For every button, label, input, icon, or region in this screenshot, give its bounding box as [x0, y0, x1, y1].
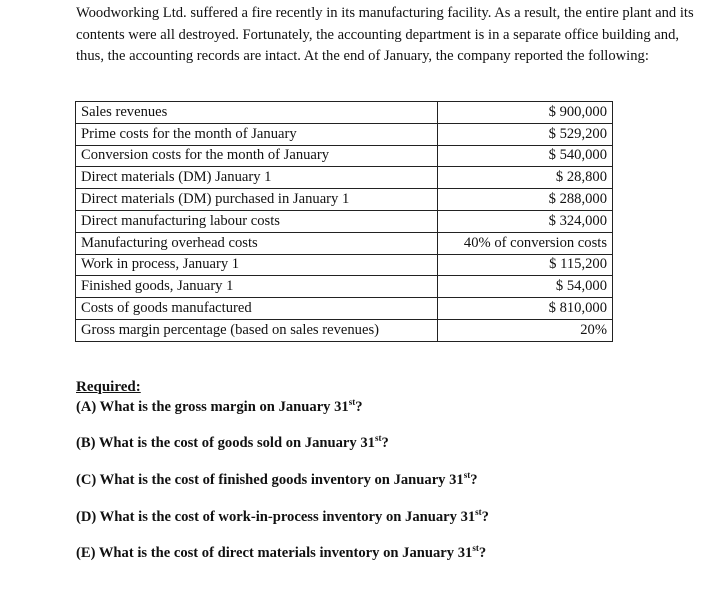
table-row	[76, 232, 613, 254]
row-value: $ 324,000	[438, 210, 613, 232]
table-row	[76, 254, 613, 276]
row-label: Direct materials (DM) purchased in January 1	[76, 189, 438, 211]
table-row	[76, 210, 613, 232]
question-mark: ?	[470, 472, 478, 488]
row-label: Conversion costs for the month of January	[76, 145, 438, 167]
question-e	[76, 544, 486, 562]
question-text: (B) What is the cost of goods sold on January 31	[76, 435, 375, 451]
table-row	[76, 276, 613, 298]
row-value: $ 28,800	[438, 167, 613, 189]
question-mark: ?	[481, 509, 489, 525]
row-value: $ 54,000	[438, 276, 613, 298]
question-ordinal: st	[348, 397, 356, 408]
row-label: Manufacturing overhead costs	[76, 232, 438, 254]
table-row	[76, 123, 613, 145]
row-value: $ 529,200	[438, 123, 613, 145]
row-value: $ 810,000	[438, 298, 613, 320]
required-heading: Required:	[76, 379, 141, 395]
cost-data-table	[75, 101, 613, 342]
row-value: $ 900,000	[438, 102, 613, 124]
intro-paragraph: Woodworking Ltd. suffered a fire recently in its manufacturing facility. As a result, the entire plant and its contents were all destroyed. Fortunately, the accounting department is in a separate office building and, thus, the accounting records are intact. At the end of January, the company reported the following:	[76, 5, 694, 64]
question-c	[76, 471, 478, 489]
row-value: $ 540,000	[438, 145, 613, 167]
question-b	[76, 434, 389, 452]
question-mark: ?	[381, 435, 389, 451]
question-text: (A) What is the gross margin on January 31	[76, 399, 349, 415]
row-value: $ 288,000	[438, 189, 613, 211]
row-label: Costs of goods manufactured	[76, 298, 438, 320]
question-ordinal: st	[463, 470, 471, 481]
question-text: (D) What is the cost of work-in-process inventory on January 31	[76, 509, 476, 525]
required-section	[76, 379, 636, 561]
row-label: Finished goods, January 1	[76, 276, 438, 298]
table-row	[76, 145, 613, 167]
question-a	[76, 398, 363, 416]
row-value: 20%	[438, 319, 613, 341]
table-row	[76, 298, 613, 320]
row-label: Direct materials (DM) January 1	[76, 167, 438, 189]
question-d	[76, 508, 489, 526]
question-ordinal: st	[475, 507, 482, 518]
row-label: Gross margin percentage (based on sales revenues)	[76, 319, 438, 341]
table-row	[76, 319, 613, 341]
question-mark: ?	[478, 545, 487, 561]
row-label: Sales revenues	[76, 102, 438, 124]
row-value: $ 115,200	[438, 254, 613, 276]
table-row	[76, 102, 613, 124]
row-label: Prime costs for the month of January	[76, 123, 438, 145]
question-text: (C) What is the cost of finished goods inventory on January 31	[76, 472, 464, 488]
question-mark: ?	[355, 399, 363, 415]
question-text: (E) What is the cost of direct materials inventory on January 31	[76, 545, 473, 561]
table-row	[76, 189, 613, 211]
question-ordinal: st	[472, 543, 479, 554]
row-label: Work in process, January 1	[76, 254, 438, 276]
row-label: Direct manufacturing labour costs	[76, 210, 438, 232]
row-value: 40% of conversion costs	[438, 232, 613, 254]
table-row	[76, 167, 613, 189]
question-ordinal: st	[374, 433, 382, 444]
